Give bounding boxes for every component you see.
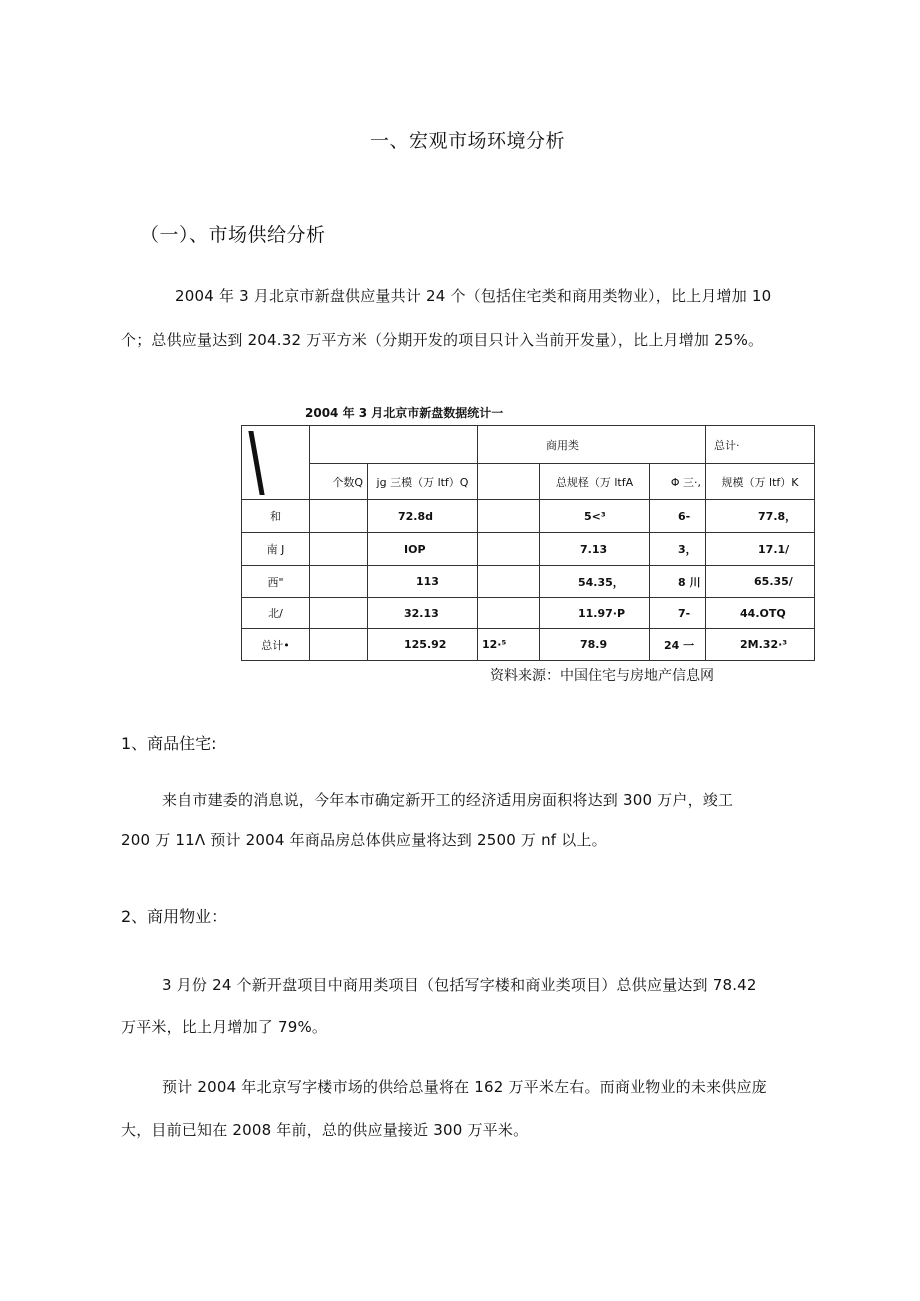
page-title: 一、宏观市场环境分析 bbox=[370, 130, 566, 152]
cell: 2M.32·³ bbox=[706, 629, 815, 661]
table-row-total bbox=[242, 629, 815, 661]
cell: 77.8， bbox=[706, 500, 815, 533]
cell bbox=[310, 533, 368, 566]
cell bbox=[310, 598, 368, 629]
cell bbox=[310, 629, 368, 661]
section-2-p1-line-2: 万平米，比上月增加了 79%。 bbox=[121, 1018, 328, 1036]
commercial-group-header: 商用类 bbox=[478, 426, 706, 464]
diagonal-header-cell bbox=[242, 426, 310, 500]
row-label: 和 bbox=[242, 500, 310, 533]
cell: 17.1/ bbox=[706, 533, 815, 566]
cell bbox=[310, 566, 368, 598]
header-count: 个数Q bbox=[310, 464, 368, 500]
section-1-line-1: 来自市建委的消息说，今年本市确定新开工的经济适用房面积将达到 300 万户，竣工 bbox=[162, 791, 734, 809]
residential-group-header bbox=[310, 426, 478, 464]
row-label: 西" bbox=[242, 566, 310, 598]
header-scale: jg 三模（万 ltf）Q bbox=[368, 464, 478, 500]
row-label: 北/ bbox=[242, 598, 310, 629]
table-caption: 2004 年 3 月北京市新盘数据统计一 bbox=[305, 406, 504, 420]
table-header-row-2 bbox=[242, 464, 815, 500]
cell: 32.13 bbox=[368, 598, 478, 629]
cell: 7- bbox=[650, 598, 706, 629]
section-1-title: 1、商品住宅: bbox=[121, 734, 217, 753]
cell: 113 bbox=[368, 566, 478, 598]
table-row bbox=[242, 598, 815, 629]
cell: 78.9 bbox=[540, 629, 650, 661]
intro-line-1: 2004 年 3 月北京市新盘供应量共计 24 个（包括住宅类和商用类物业），比上月增加 10 bbox=[175, 287, 772, 305]
row-label: 总计• bbox=[242, 629, 310, 661]
cell: 3， bbox=[650, 533, 706, 566]
cell bbox=[478, 566, 540, 598]
cell: 72.8d bbox=[368, 500, 478, 533]
section-2-p2-line-2: 大，目前已知在 2008 年前，总的供应量接近 300 万平米。 bbox=[121, 1121, 529, 1139]
cell: 7.13 bbox=[540, 533, 650, 566]
section-heading: （一）、市场供给分析 bbox=[140, 224, 326, 246]
section-2-title: 2、商用物业： bbox=[121, 907, 228, 926]
section-2-p1-line-1: 3 月份 24 个新开盘项目中商用类项目（包括写字楼和商业类项目）总供应量达到 78.42 bbox=[162, 976, 757, 994]
cell: 5<³ bbox=[540, 500, 650, 533]
cell bbox=[478, 533, 540, 566]
table-row bbox=[242, 533, 815, 566]
section-2-p2-line-1: 预计 2004 年北京写字楼市场的供给总量将在 162 万平米左右。而商业物业的未来供应庞 bbox=[162, 1078, 767, 1096]
cell: 6- bbox=[650, 500, 706, 533]
cell: IOP bbox=[368, 533, 478, 566]
stats-table bbox=[241, 425, 815, 661]
total-group-header: 总计· bbox=[706, 426, 815, 464]
table-header-row-1 bbox=[242, 426, 815, 464]
cell: 44.OTQ bbox=[706, 598, 815, 629]
cell: 125.92 bbox=[368, 629, 478, 661]
intro-line-2: 个；总供应量达到 204.32 万平方米（分期开发的项目只计入当前开发量），比上月增加 25%。 bbox=[121, 331, 764, 349]
section-1-line-2: 200 万 11Λ 预计 2004 年商品房总体供应量将达到 2500 万 nf 以上。 bbox=[121, 831, 607, 849]
header-phi: Φ 三·, bbox=[650, 464, 706, 500]
cell bbox=[478, 598, 540, 629]
cell: 24 一 bbox=[650, 629, 706, 661]
cell: 8 川 bbox=[650, 566, 706, 598]
row-label: 南 J bbox=[242, 533, 310, 566]
table-row bbox=[242, 566, 815, 598]
cell: 11.97·P bbox=[540, 598, 650, 629]
header-blank bbox=[478, 464, 540, 500]
cell: 12·⁵ bbox=[478, 629, 540, 661]
cell bbox=[310, 500, 368, 533]
header-total-scale: 总规柽（万 ltfA bbox=[540, 464, 650, 500]
cell bbox=[478, 500, 540, 533]
header-scale-2: 规模（万 ltf）K bbox=[706, 464, 815, 500]
cell: 54.35， bbox=[540, 566, 650, 598]
cell: 65.35/ bbox=[706, 566, 815, 598]
table-row bbox=[242, 500, 815, 533]
slash-mark bbox=[248, 431, 264, 495]
table-source: 资料来源：中国住宅与房地产信息网 bbox=[490, 668, 714, 684]
